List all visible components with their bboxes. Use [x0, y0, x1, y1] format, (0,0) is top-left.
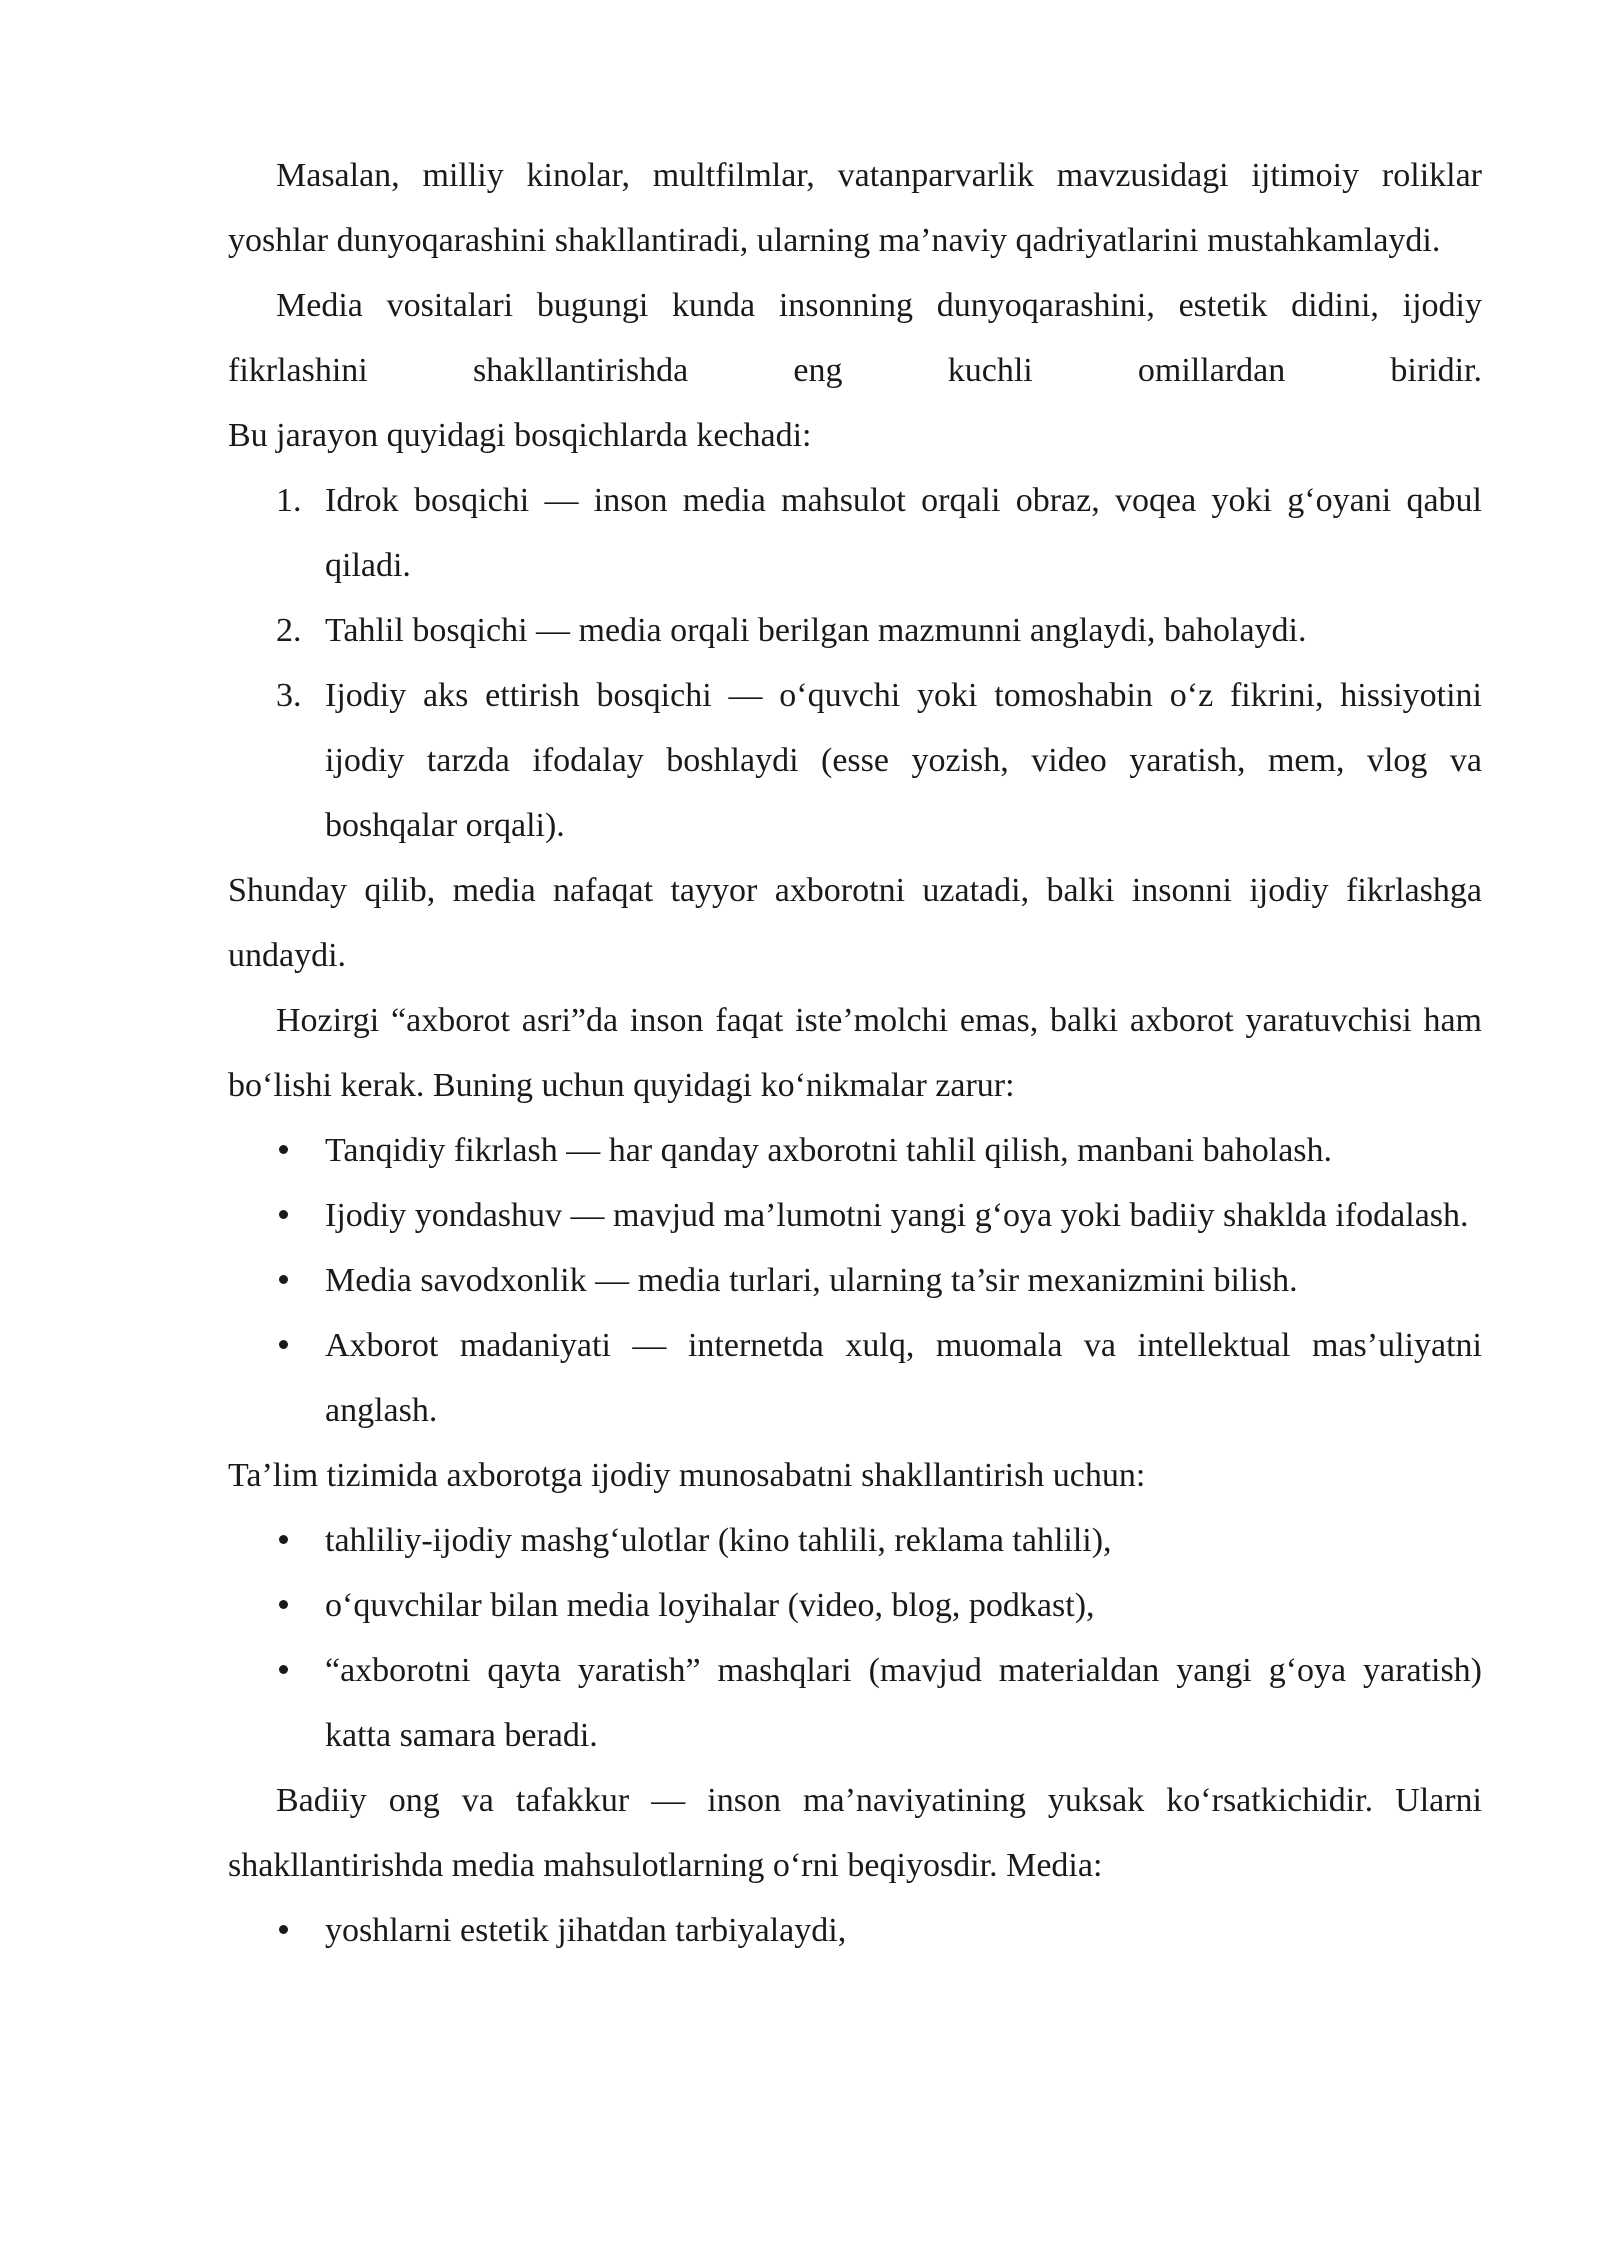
paragraph-conclusion: Shunday qilib, media nafaqat tayyor axborotni uzatadi, balki insonni ijodiy fikrlashga undaydi. — [228, 872, 1482, 974]
bullet-icon — [279, 1145, 288, 1154]
bullet-icon — [279, 1275, 288, 1284]
list-item — [228, 1638, 1482, 1768]
list-item-text: Ijodiy yondashuv — mavjud ma’lumotni yangi g‘oya yoki badiiy shaklda ifodalash. — [325, 1197, 1469, 1234]
list-item-text: tahliliy-ijodiy mashg‘ulotlar (kino tahlili, reklama tahlili), — [325, 1522, 1112, 1559]
list-item — [228, 1248, 1482, 1313]
document-page — [228, 143, 1482, 1963]
methods-list — [228, 1508, 1482, 1768]
skills-list — [228, 1118, 1482, 1443]
list-item-text: Idrok bosqichi — inson media mahsulot orqali obraz, voqea yoki g‘oyani qabul qiladi. — [325, 482, 1482, 584]
list-item — [228, 1118, 1482, 1183]
paragraph-media-tools-line2: fikrlashini shakllantirishda eng kuchli omillardan biridir. — [228, 352, 1482, 389]
list-number: 2. — [276, 612, 302, 649]
list-item-text: Tahlil bosqichi — media orqali berilgan mazmunni anglaydi, baholaydi. — [325, 612, 1307, 649]
list-item-text: Tanqidiy fikrlash — har qanday axborotni tahlil qilish, manbani baholash. — [325, 1132, 1333, 1169]
paragraph-media-tools-line1: Media vositalari bugungi kunda insonning dunyoqarashini, estetik didini, ijodiy — [276, 287, 1482, 324]
list-number: 1. — [276, 482, 302, 519]
bullet-icon — [279, 1340, 288, 1349]
list-item-text: yoshlarni estetik jihatdan tarbiyalaydi, — [325, 1912, 847, 1949]
paragraph-education-system: Ta’lim tizimida axborotga ijodiy munosabatni shakllantirish uchun: — [228, 1457, 1146, 1494]
list-item — [228, 468, 1482, 598]
list-item-text: Media savodxonlik — media turlari, ularning ta’sir mexanizmini bilish. — [325, 1262, 1298, 1299]
list-item-text: Ijodiy aks ettirish bosqichi — o‘quvchi yoki tomoshabin o‘z fikrini, hissiyotini ijodiy tarzda ifodalay boshlaydi (esse yozish, video yaratish, mem, vlog va boshqalar orqali). — [325, 677, 1482, 844]
paragraph-national-films: Masalan, milliy kinolar, multfilmlar, vatanparvarlik mavzusidagi ijtimoiy roliklar yoshlar dunyoqarashini shakllantiradi, ularning ma’naviy qadriyatlarini mustahkamlaydi. — [228, 157, 1482, 259]
list-item — [228, 598, 1482, 663]
list-number: 3. — [276, 677, 302, 714]
bullet-icon — [279, 1210, 288, 1219]
bullet-icon — [279, 1535, 288, 1544]
bullet-icon — [279, 1665, 288, 1674]
bullet-icon — [279, 1600, 288, 1609]
list-item — [228, 1508, 1482, 1573]
bullet-icon — [279, 1925, 288, 1934]
list-item — [228, 1898, 1482, 1963]
media-effects-list — [228, 1898, 1482, 1963]
list-item — [228, 1183, 1482, 1248]
list-item-text: o‘quvchilar bilan media loyihalar (video, blog, podkast), — [325, 1587, 1095, 1624]
paragraph-information-age: Hozirgi “axborot asri”da inson faqat iste’molchi emas, balki axborot yaratuvchisi ham bo‘lishi kerak. Buning uchun quyidagi ko‘nikmalar zarur: — [228, 1002, 1482, 1104]
stages-list — [228, 468, 1482, 858]
list-item — [228, 1573, 1482, 1638]
paragraph-media-tools-line3: Bu jarayon quyidagi bosqichlarda kechadi: — [228, 417, 812, 454]
paragraph-artistic-thinking: Badiiy ong va tafakkur — inson ma’naviyatining yuksak ko‘rsatkichidir. Ularni shakllantirishda media mahsulotlarning o‘rni beqiyosdir. Media: — [228, 1782, 1482, 1884]
list-item — [228, 1313, 1482, 1443]
list-item-text: Axborot madaniyati — internetda xulq, muomala va intellektual mas’uliyatni anglash. — [325, 1327, 1482, 1429]
list-item-text: “axborotni qayta yaratish” mashqlari (mavjud materialdan yangi g‘oya yaratish) katta samara beradi. — [325, 1652, 1482, 1754]
list-item — [228, 663, 1482, 858]
